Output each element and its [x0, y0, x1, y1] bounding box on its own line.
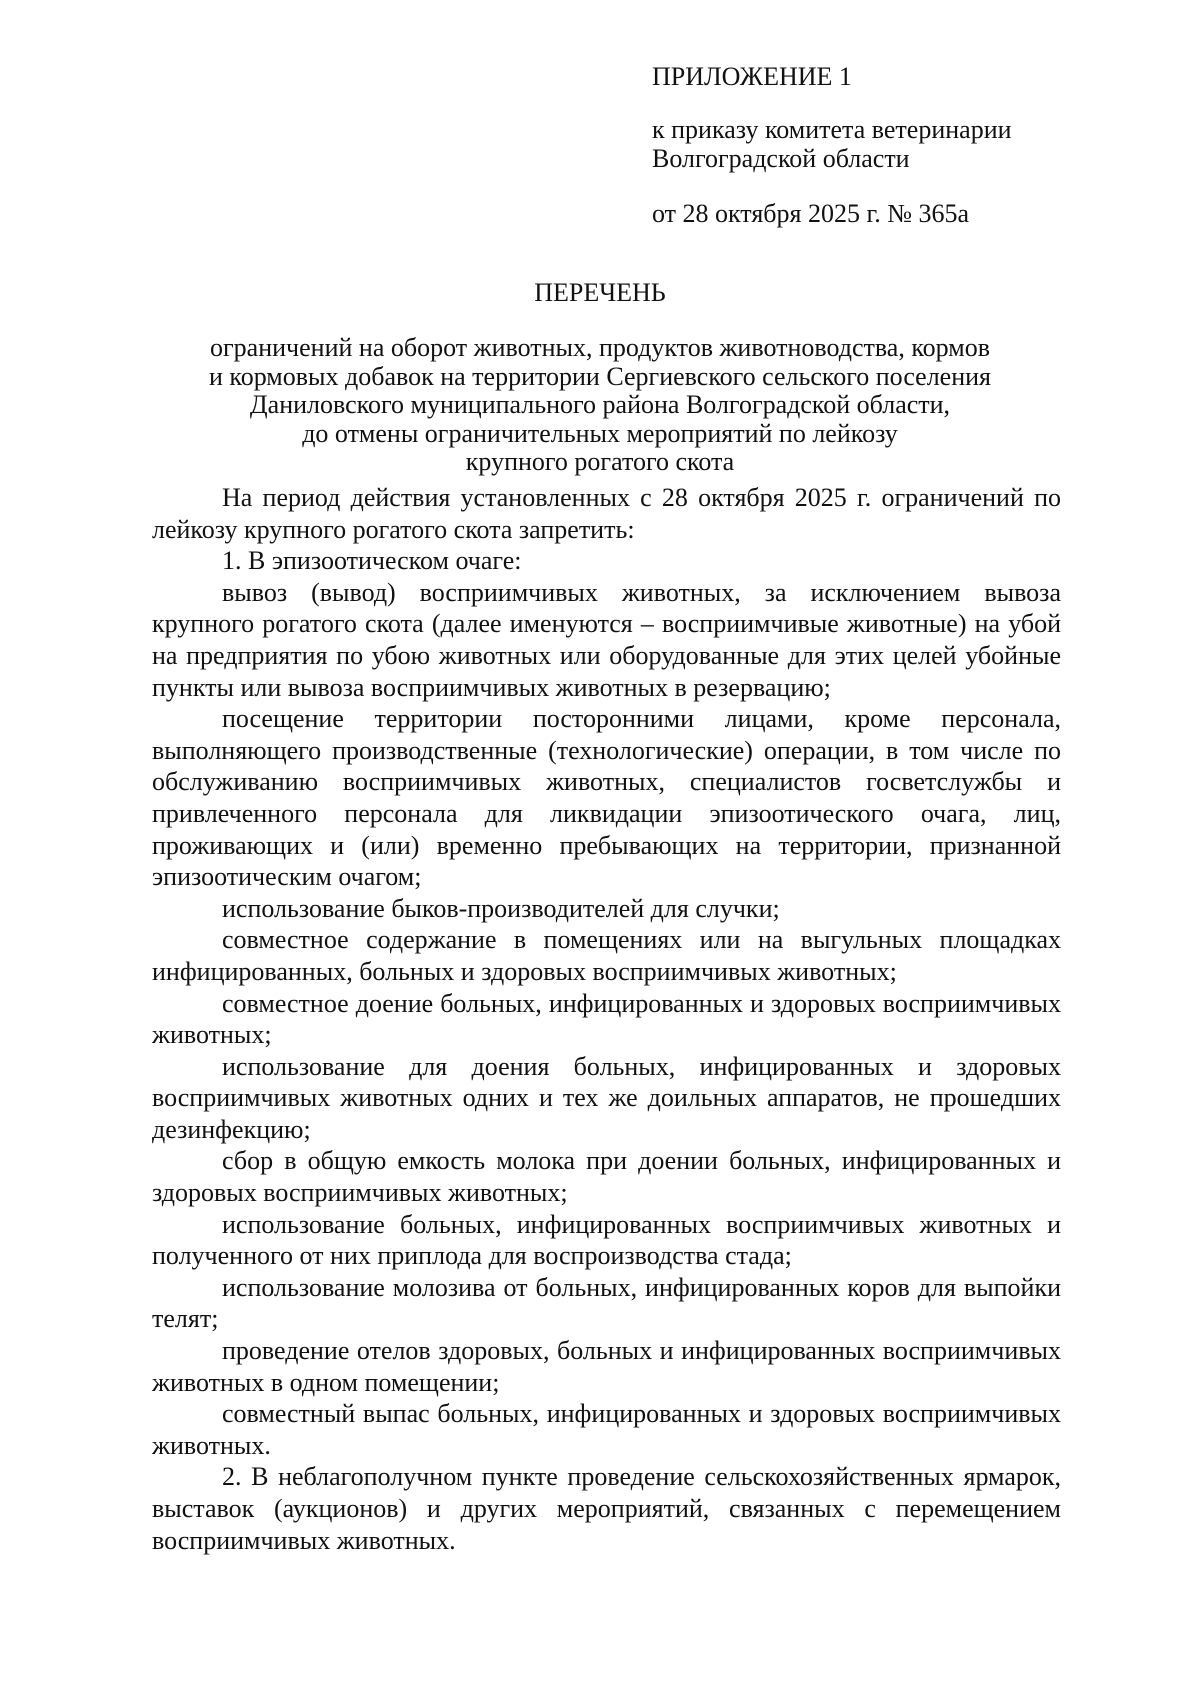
appendix-header	[652, 62, 1092, 228]
restriction-item: использование для доения больных, инфицированных и здоровых восприимчивых животных одних и тех же доильных аппаратов, не прошедших дезинфекцию;	[152, 1051, 1061, 1144]
restriction-item: совместное содержание в помещениях или на выгульных площадках инфицированных, больных и здоровых восприимчивых животных;	[152, 925, 1061, 986]
document-body	[152, 482, 1061, 1556]
section-2-paragraph: 2. В неблагополучном пункте проведение сельскохозяйственных ярмарок, выставок (аукционов) и других мероприятий, связанных с перемещением восприимчивых животных.	[152, 1462, 1061, 1555]
document-title: ПЕРЕЧЕНЬ	[534, 278, 666, 307]
section-1-heading: 1. В эпизоотическом очаге:	[222, 546, 522, 576]
subtitle-line: ограничений на оборот животных, продуктов животноводства, кормов	[210, 333, 990, 362]
appendix-title: ПРИЛОЖЕНИЕ 1	[652, 62, 852, 91]
restriction-item: проведение отелов здоровых, больных и инфицированных восприимчивых животных в одном помещении;	[152, 1336, 1061, 1397]
restriction-item: вывоз (вывод) восприимчивых животных, за исключением вывоза крупного рогатого скота (далее именуются – восприимчивые животные) на убой на предприятия по убою животных или оборудованные для этих целей убойные пункты или вывоза восприимчивых животных в резервацию;	[152, 577, 1061, 702]
subtitle-line: Даниловского муниципального района Волгоградской области,	[249, 390, 951, 419]
appendix-line-1: к приказу комитета ветеринарии	[652, 115, 1012, 144]
restriction-item: использование больных, инфицированных восприимчивых животных и полученного от них приплода для воспроизводства стада;	[152, 1209, 1061, 1271]
subtitle-line: до отмены ограничительных мероприятий по лейкозу	[302, 418, 898, 448]
restriction-item: совместное доение больных, инфицированных и здоровых восприимчивых животных;	[152, 988, 1061, 1050]
appendix-date-line: от 28 октября 2025 г. № 365а	[652, 199, 970, 228]
restriction-item: совместный выпас больных, инфицированных и здоровых восприимчивых животных.	[152, 1399, 1061, 1460]
restriction-item: использование быков-производителей для случки;	[222, 893, 780, 923]
subtitle-line: крупного рогатого скота	[465, 447, 735, 476]
restriction-item: использование молозива от больных, инфицированных коров для выпойки телят;	[152, 1272, 1061, 1334]
restriction-item: посещение территории посторонними лицами, кроме персонала, выполняющего производственные (технологические) операции, в том числе по обслуживанию восприимчивых животных, специалистов госветслужбы и привлеченного персонала для ликвидации эпизоотического очага, лиц, проживающих и (или) временно пребывающих на территории, признанной эпизоотическим очагом;	[152, 704, 1061, 892]
subtitle-line: и кормовых добавок на территории Сергиевского сельского поселения	[208, 361, 992, 391]
restriction-item: сбор в общую емкость молока при доении больных, инфицированных и здоровых восприимчивых животных;	[152, 1146, 1061, 1208]
document-subtitle	[150, 334, 1050, 477]
appendix-line-2: Волгоградской области	[652, 144, 910, 173]
intro-paragraph: На период действия установленных с 28 октября 2025 г. ограничений по лейкозу крупного рогатого скота запретить:	[152, 483, 1061, 544]
